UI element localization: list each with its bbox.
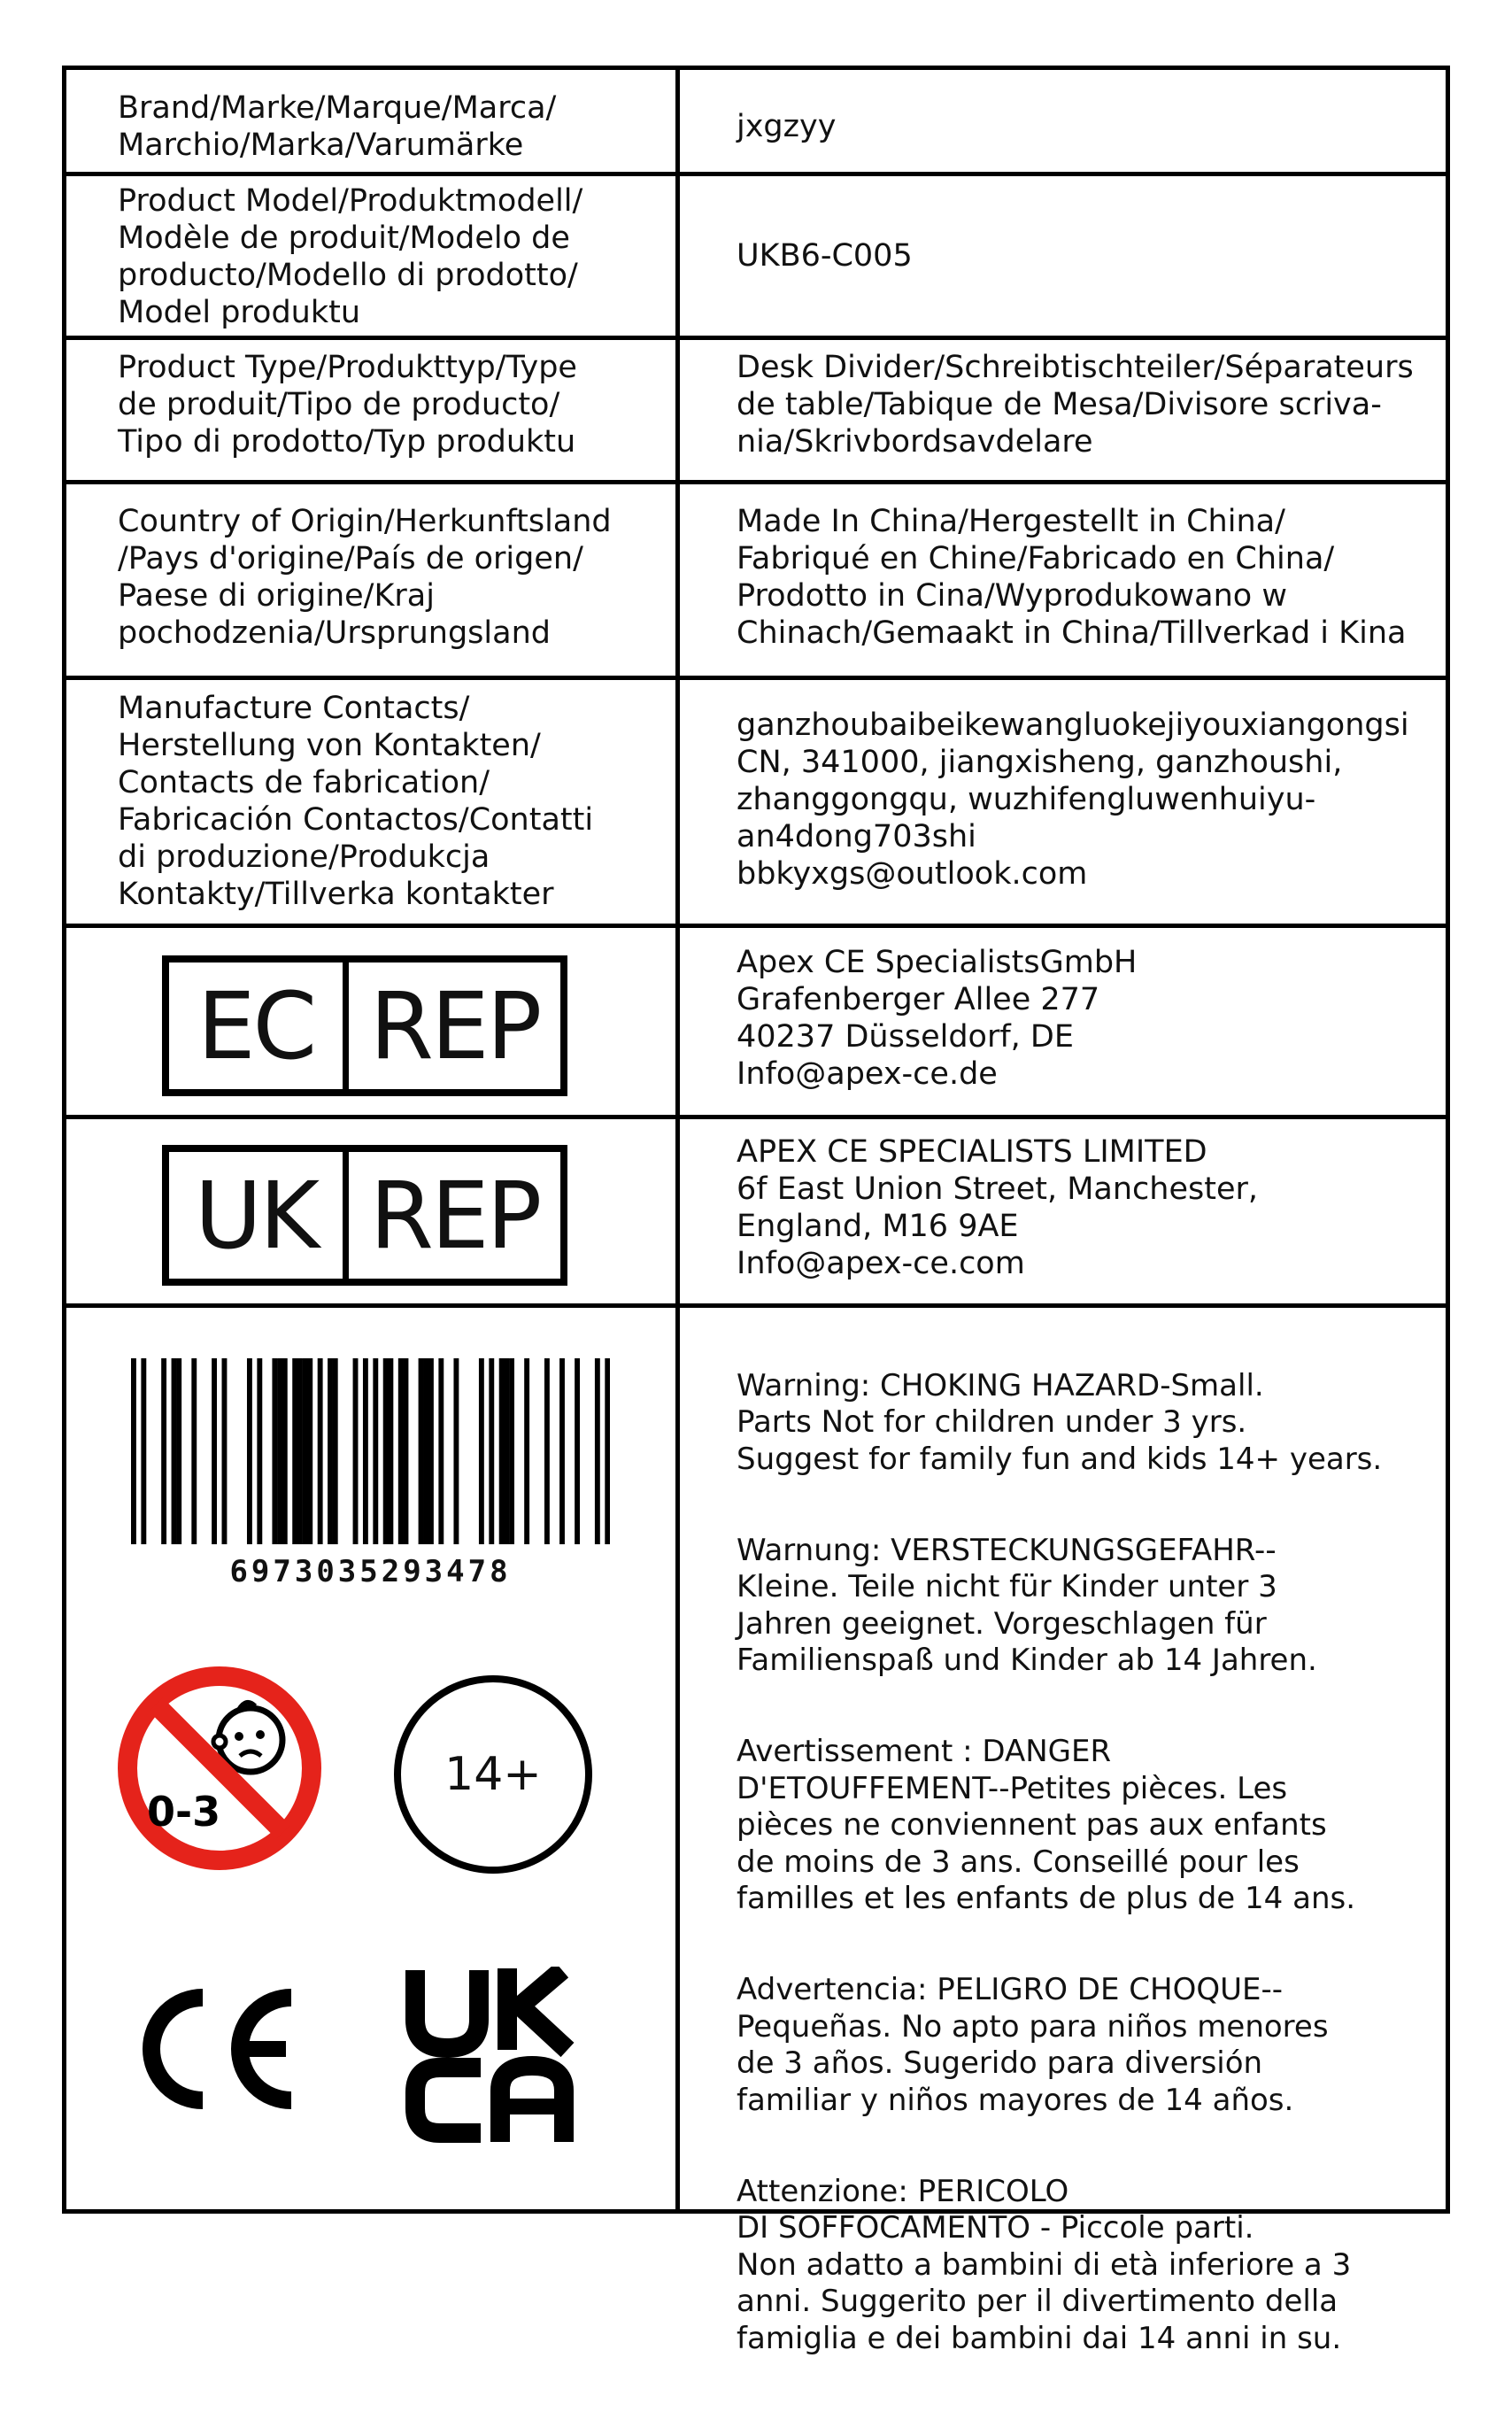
- barcode-bar: [419, 1358, 424, 1544]
- barcode-bar: [297, 1358, 303, 1544]
- barcode-number: 6973035293478: [229, 1554, 512, 1589]
- row-divider: [66, 336, 1446, 340]
- barcode-bar: [373, 1358, 378, 1544]
- barcode-bar: [303, 1358, 308, 1544]
- barcode-bar: [176, 1358, 181, 1544]
- barcode-bar: [398, 1358, 404, 1544]
- barcode-bar: [222, 1358, 228, 1544]
- barcode-bar: [595, 1358, 600, 1544]
- barcode: [131, 1358, 610, 1587]
- ukca-letter-c: [415, 2068, 481, 2133]
- no-children-under-3-icon: [115, 1664, 324, 1873]
- barcode-bar: [272, 1358, 277, 1544]
- age-warning-text: 0-3: [147, 1788, 221, 1836]
- barcode-bar: [353, 1358, 359, 1544]
- contacts-value: ganzhoubaibeikewangluokejiyouxiangongsi CN, 341000, jiangxisheng, ganzhoushi, zhanggongqu, wuzhifengluwenhuiyu- an4dong703shi bbkyxgs@outlook.com: [737, 707, 1409, 892]
- warnings-block: [737, 1331, 1445, 2412]
- barcode-bar: [423, 1358, 428, 1544]
- barcode-bar: [161, 1358, 166, 1544]
- ukca-letter-k: [507, 1968, 567, 2050]
- barcode-bar: [318, 1358, 323, 1544]
- age-14-plus-icon: [393, 1674, 593, 1875]
- origin-value: Made In China/Hergestellt in China/ Fabriqué en Chine/Fabricado en China/ Prodotto in Cina/Wyprodukowano w Chinach/Gemaakt in China/Tillverkad i Kina: [737, 504, 1407, 651]
- barcode-bar: [212, 1358, 217, 1544]
- barcode-bar: [575, 1358, 580, 1544]
- ec-rep-left: EC: [197, 971, 315, 1080]
- row-divider: [66, 676, 1446, 680]
- barcode-bar: [333, 1358, 338, 1544]
- barcode-bar: [509, 1358, 514, 1544]
- ukca-mark-icon: [405, 1967, 578, 2144]
- type-value: Desk Divider/Schreibtischteiler/Séparateurs de table/Tabique de Mesa/Divisore scriva- nia/Skrivbordsavdelare: [737, 350, 1414, 460]
- ukca-letter-u: [415, 1970, 479, 2048]
- column-divider: [675, 70, 680, 2209]
- row-divider: [66, 1115, 1446, 1119]
- ec-rep-separator: [343, 962, 349, 1089]
- row-divider: [66, 1303, 1446, 1308]
- barcode-bar: [172, 1358, 177, 1544]
- ec-rep-symbol: [162, 955, 567, 1096]
- ce-mark-c: [151, 1998, 203, 2100]
- barcode-bar: [544, 1358, 550, 1544]
- barcode-bar: [191, 1358, 197, 1544]
- ec-rep-address: Apex CE SpecialistsGmbH Grafenberger Allee 277 40237 Düsseldorf, DE Info@apex-ce.de: [737, 945, 1138, 1092]
- warning-italian: Attenzione: PERICOLO DI SOFFOCAMENTO - Piccole parti. Non adatto a bambini di età inferiore a 3 anni. Suggerito per il divertimento della famiglia e dei bambini dai 14 anni in su.: [737, 2173, 1352, 2356]
- barcode-bar: [131, 1358, 136, 1544]
- barcode-bar: [277, 1358, 282, 1544]
- ce-mark-icon: [127, 1983, 304, 2115]
- barcode-bar: [479, 1358, 484, 1544]
- type-label: Product Type/Produkttyp/Type de produit/Tipo de producto/ Tipo di prodotto/Typ produktu: [118, 350, 577, 460]
- barcode-bar: [605, 1358, 610, 1544]
- ukca-letter-a: [500, 2066, 564, 2142]
- brand-value: jxgzyy: [737, 109, 837, 144]
- age-recommend-text: 14+: [444, 1748, 542, 1801]
- uk-rep-address: APEX CE SPECIALISTS LIMITED 6f East Union Street, Manchester, England, M16 9AE Info@apex-ce.com: [737, 1134, 1259, 1281]
- warning-english: Warning: CHOKING HAZARD-Small. Parts Not for children under 3 yrs. Suggest for family fun and kids 14+ years.: [737, 1367, 1383, 1477]
- barcode-bar: [282, 1358, 288, 1544]
- barcode-bar: [383, 1358, 389, 1544]
- brand-label: Brand/Marke/Marque/Marca/ Marchio/Marka/Varumärke: [118, 90, 557, 163]
- barcode-bar: [363, 1358, 368, 1544]
- barcode-bar: [499, 1358, 505, 1544]
- row-divider: [66, 924, 1446, 928]
- model-label: Product Model/Produktmodell/ Modèle de produit/Modelo de producto/Modello di prodotto/ Model produktu: [118, 183, 583, 330]
- contacts-label: Manufacture Contacts/ Herstellung von Kontakten/ Contacts de fabrication/ Fabricación Contactos/Contatti di produzione/Produkcja Kontakty/Tillverka kontakter: [118, 691, 594, 912]
- barcode-bar: [559, 1358, 565, 1544]
- uk-rep-right: REP: [369, 1161, 540, 1270]
- barcode-bar: [489, 1358, 494, 1544]
- barcode-bar: [524, 1358, 529, 1544]
- product-label-table: [62, 66, 1450, 2356]
- row-divider: [66, 480, 1446, 484]
- origin-label: Country of Origin/Herkunftsland /Pays d'origine/País de origen/ Paese di origine/Kraj pochodzenia/Ursprungsland: [118, 504, 612, 651]
- warning-spanish: Advertencia: PELIGRO DE CHOQUE-- Pequeñas. No apto para niños menores de 3 años. Sugerido para diversión familiar y niños mayores de 14 años.: [737, 1972, 1329, 2118]
- uk-rep-symbol: [162, 1145, 567, 1286]
- barcode-bar: [328, 1358, 333, 1544]
- barcode-bar: [453, 1358, 459, 1544]
- warning-german: Warnung: VERSTECKUNGSGEFAHR-- Kleine. Teile nicht für Kinder unter 3 Jahren geeignet. Vorgeschlagen für Familienspaß und Kinder ab 14 Jahren.: [737, 1532, 1317, 1678]
- model-value: UKB6-C005: [737, 238, 913, 274]
- barcode-bar: [388, 1358, 393, 1544]
- barcode-bar: [292, 1358, 297, 1544]
- ec-rep-right: REP: [369, 971, 540, 1080]
- uk-rep-left: UK: [194, 1161, 318, 1270]
- barcode-bar: [307, 1358, 312, 1544]
- warning-french: Avertissement : DANGER D'ETOUFFEMENT--Petites pièces. Les pièces ne conviennent pas aux enfants de moins de 3 ans. Conseillé pour les familles et les enfants de plus de 14 ans.: [737, 1734, 1356, 1916]
- barcode-bar: [257, 1358, 262, 1544]
- barcode-bar: [504, 1358, 509, 1544]
- uk-rep-separator: [343, 1152, 349, 1279]
- barcode-bar: [247, 1358, 252, 1544]
- barcode-bar: [438, 1358, 444, 1544]
- barcode-bar: [141, 1358, 146, 1544]
- barcode-bar: [428, 1358, 434, 1544]
- barcode-bar: [404, 1358, 409, 1544]
- row-divider: [66, 172, 1446, 176]
